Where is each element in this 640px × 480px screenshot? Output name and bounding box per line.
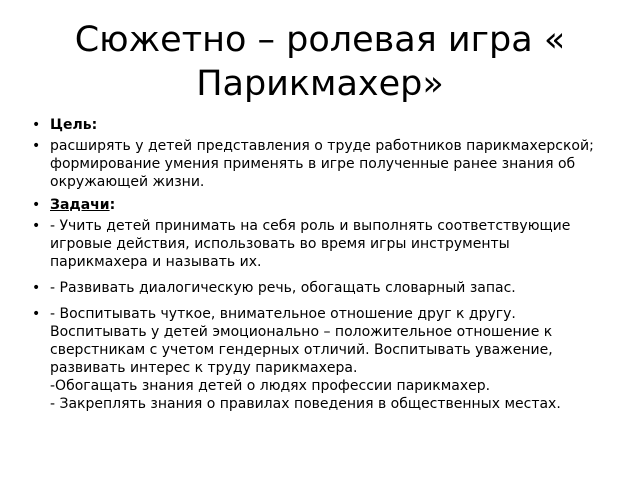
task-text: - Воспитывать чуткое, внимательное отношение друг к другу. Воспитывать у детей эмоционально – положительное отношение к сверстникам с учетом гендерных отличий. Воспитывать уважение, развивать интерес к труду парикмахера. -Обогащать знания детей о людях профессии парикмахер. - Закреплять знания о правилах поведения в общественных местах. [50, 306, 561, 412]
task-text: - Учить детей принимать на себя роль и выполнять соответствующие игровые действия, использовать во время игры инструменты парикмахера и называть их. [50, 218, 571, 270]
tasks-heading-colon: : [109, 197, 116, 213]
tasks-heading: Задачи [50, 197, 110, 213]
bullet-icon: • [32, 280, 41, 296]
list-item-goal-heading [32, 116, 610, 134]
slide-title: Сюжетно – ролевая игра « Парикмахер» [74, 20, 566, 104]
list-item-goal-text [32, 137, 610, 191]
goal-heading: Цель: [50, 117, 98, 133]
bullet-list [32, 116, 610, 416]
task-text: - Развивать диалогическую речь, обогащать словарный запас. [50, 280, 516, 296]
bullet-icon: • [32, 218, 41, 234]
list-item-task-1 [32, 217, 610, 271]
list-item-tasks-heading [32, 196, 610, 214]
goal-text: расширять у детей представления о труде работников парикмахерской; формирование умения применять в игре полученные ранее знания об окружающей жизни. [50, 138, 594, 190]
bullet-icon: • [32, 306, 41, 322]
bullet-icon: • [32, 117, 41, 133]
list-item-task-3 [32, 305, 610, 413]
bullet-icon: • [32, 138, 41, 154]
list-item-task-2 [32, 279, 610, 297]
bullet-icon: • [32, 197, 41, 213]
